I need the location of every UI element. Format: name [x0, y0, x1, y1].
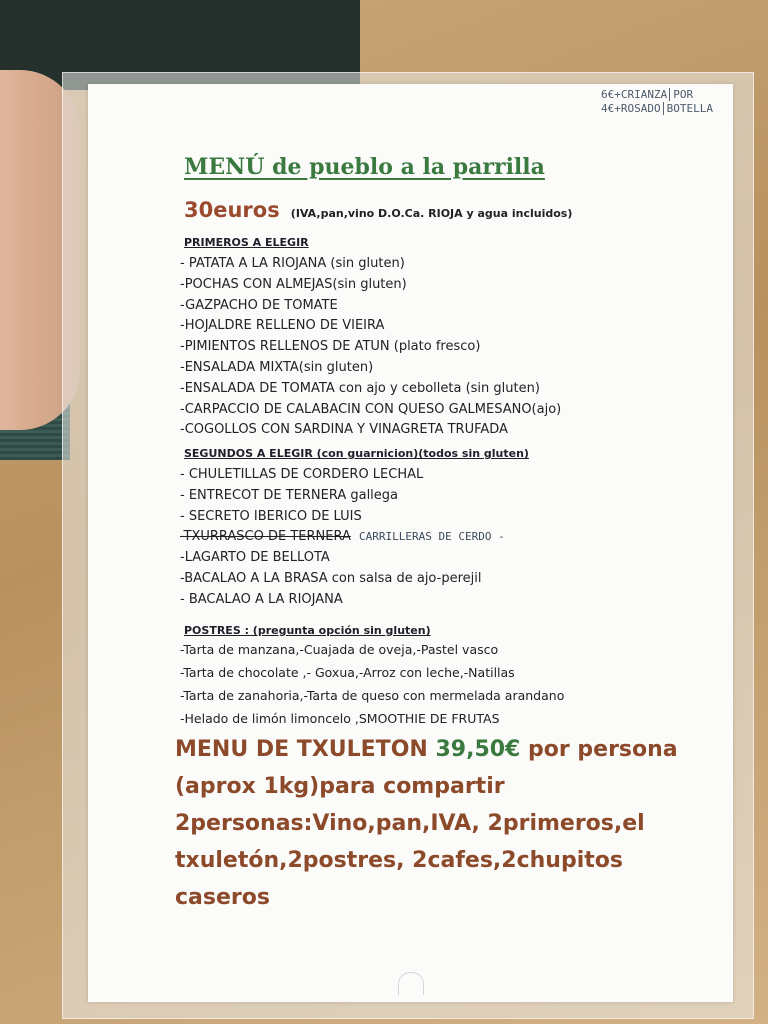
- menu-title: MENÚ de pueblo a la parrilla: [184, 154, 545, 180]
- list-item: -PIMIENTOS RELLENOS DE ATUN (plato fresco): [180, 339, 481, 355]
- list-item: - BACALAO A LA RIOJANA: [180, 591, 343, 607]
- list-item: -ENSALADA MIXTA(sin gluten): [180, 359, 374, 375]
- struck-item: -TXURRASCO DE TERNERA: [180, 529, 351, 545]
- note-side-1: POR: [669, 88, 693, 101]
- list-item: -BACALAO A LA BRASA con salsa de ajo-perejil: [180, 570, 482, 586]
- note-line-2: 4€+ROSADO: [601, 102, 661, 115]
- list-item: -Tarta de chocolate ,- Goxua,-Arroz con leche,-Natillas: [180, 665, 515, 680]
- list-item: -ENSALADA DE TOMATA con ajo y cebolleta (sin gluten): [180, 380, 540, 396]
- note-line-1: 6€+CRIANZA: [601, 88, 668, 101]
- menu-price-line: [184, 198, 572, 222]
- handwritten-wine-note: [601, 88, 713, 116]
- txuleton-price: 39,50€: [435, 737, 521, 762]
- menu-price-note: (IVA,pan,vino D.O.Ca. RIOJA y agua incluidos): [290, 207, 573, 220]
- note-side-2: BOTELLA: [663, 102, 713, 115]
- primeros-header: PRIMEROS A ELEGIR: [184, 236, 309, 249]
- list-item: -LAGARTO DE BELLOTA: [180, 550, 330, 566]
- list-item: [180, 527, 505, 548]
- list-item: -POCHAS CON ALMEJAS(sin gluten): [180, 276, 407, 292]
- list-item: -Helado de limón limoncelo ,SMOOTHIE DE FRUTAS: [180, 711, 500, 726]
- list-item: -GAZPACHO DE TOMATE: [180, 297, 338, 313]
- list-item: -Tarta de manzana,-Cuajada de oveja,-Pastel vasco: [180, 642, 499, 657]
- list-item: -CARPACCIO DE CALABACIN CON QUESO GALMESANO(ajo): [180, 401, 562, 417]
- postres-list: [180, 638, 564, 730]
- list-item: - ENTRECOT DE TERNERA gallega: [180, 487, 399, 503]
- menu-sheet: [88, 84, 733, 1002]
- list-item: -Tarta de zanahoria,-Tarta de queso con mermelada arandano: [180, 688, 565, 703]
- list-item: -HOJALDRE RELLENO DE VIEIRA: [180, 318, 385, 334]
- postres-header: POSTRES : (pregunta opción sin gluten): [184, 624, 431, 637]
- list-item: - CHULETILLAS DE CORDERO LECHAL: [180, 467, 424, 482]
- handwritten-replacement: CARRILLERAS DE CERDO -: [359, 530, 505, 544]
- primeros-list: [180, 254, 561, 441]
- list-item: - PATATA A LA RIOJANA (sin gluten): [180, 256, 405, 271]
- txuleton-title: MENU DE TXULETON: [175, 737, 436, 762]
- segundos-header: SEGUNDOS A ELEGIR (con guarnicion)(todos sin gluten): [184, 447, 529, 460]
- menu-price: 30euros: [184, 198, 280, 222]
- list-item: - SECRETO IBERICO DE LUIS: [180, 508, 362, 524]
- sleeve-notch: [398, 972, 424, 995]
- list-item: -COGOLLOS CON SARDINA Y VINAGRETA TRUFADA: [180, 422, 508, 438]
- segundos-list: [180, 465, 505, 611]
- txuleton-offer: [175, 731, 705, 916]
- txuleton-details: por persona (aprox 1kg)para compartir 2personas:Vino,pan,IVA, 2primeros,el txuletón,2postres, 2cafes,2chupitos caseros: [175, 737, 678, 910]
